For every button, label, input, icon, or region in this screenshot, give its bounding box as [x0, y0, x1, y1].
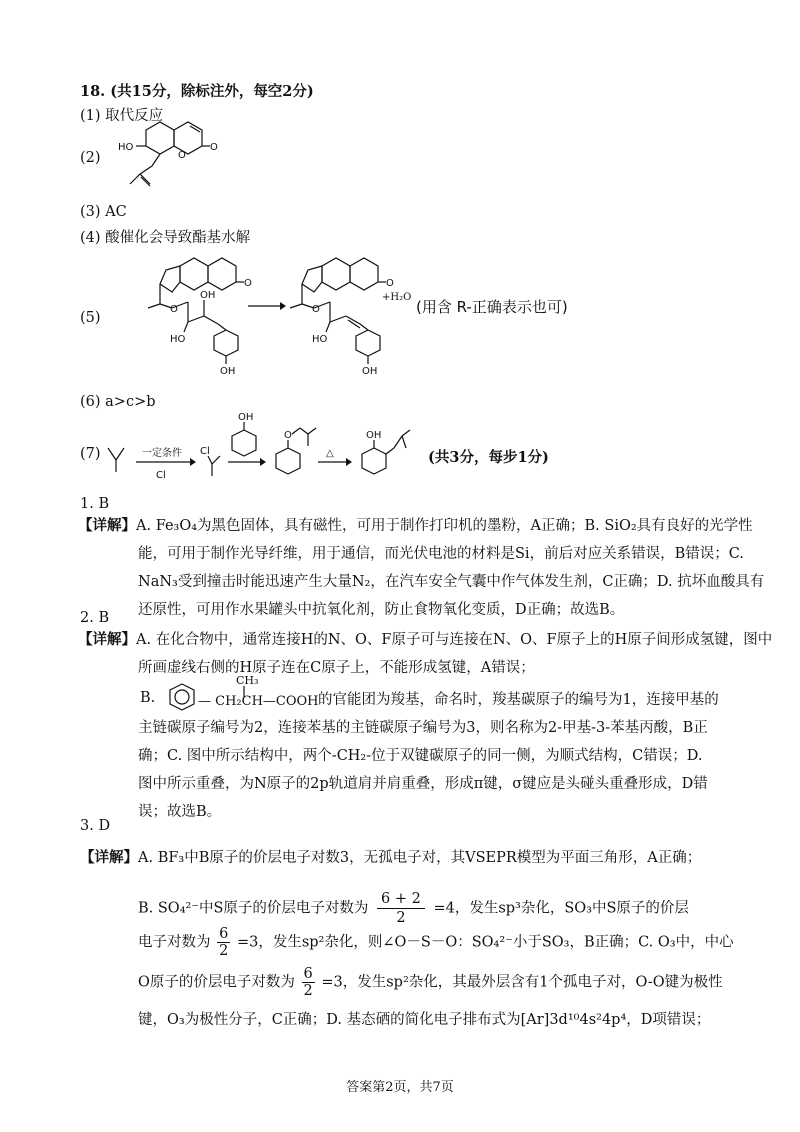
q2-detail-a: [78, 626, 778, 682]
q1-detail: [78, 512, 778, 624]
q18-answer-7-label: (7): [80, 446, 101, 462]
q3-line-b2: [138, 926, 734, 959]
q1-detail-text: A. Fe₃O₄为黑色固体，具有磁性，可用于制作打印机的墨粉，A正确；B. SiO₂具有良好的光学性能，可用于制作光导纤维，用于通信，而光伏电池的材料是Si，前后对应关系错误，B错误；C. NaN₃受到撞击时能迅速产生大量N₂，在汽车安全气囊中作气体发生剂，C正确；D. 抗坏血酸具有还原性，可用作水果罐头中抗氧化剂，防止食物氧化变质，D正确；故选B。: [136, 518, 765, 618]
condition-top: 一定条件: [142, 448, 182, 459]
detail-tag: 【详解】: [78, 517, 136, 534]
label-ho: HO: [170, 334, 186, 345]
label-o: O: [386, 278, 394, 289]
q3-line-a-text: A. BF₃中B原子的价层电子对数3，无孤电子对，其VSEPR模型为平面三角形，A正确；: [138, 850, 702, 866]
fraction: [217, 926, 230, 959]
q3-line-c2: 键，O₃为极性分子，C正确；D. 基态硒的简化电子排布式为[Ar]3d¹⁰4s²4p⁴，D项错误；: [138, 1012, 711, 1028]
text: 电子对数为: [138, 934, 211, 951]
label-ho: HO: [312, 334, 328, 345]
frac-num: 6 + 2: [377, 890, 425, 909]
label-cl: Cl: [200, 446, 210, 457]
label-o-ring: O: [178, 150, 186, 161]
label-ho: HO: [118, 142, 134, 153]
q2-detail-b1: 的官能团为羧基，命名时，羧基碳原子的编号为1，连接甲基的: [318, 692, 719, 708]
q18-answer-1: (1) 取代反应: [80, 108, 164, 124]
q18-answer-7-note: (共3分，每步1分): [428, 449, 549, 466]
condition-bottom: Cl: [156, 470, 166, 481]
frac-den: 2: [303, 983, 313, 999]
q3-line-a: [80, 846, 701, 867]
q18-answer-4: (4) 酸催化会导致酯基水解: [80, 230, 251, 246]
q2-detail-a-text: A. 在化合物中，通常连接H的N、O、F原子可与连接在N、O、F原子上的H原子间形成氢键，图中所画虚线右侧的H原子连在C原子上，不能形成氢键，A错误；: [136, 632, 773, 676]
water-label: +H₂O: [382, 292, 412, 303]
page-footer: 答案第2页，共7页: [346, 1080, 454, 1095]
structure-5-product: [282, 246, 402, 386]
q2-b-prefix: B.: [140, 690, 156, 706]
q2-detail-b2: 主链碳原子编号为2，连接苯基的主链碳原子编号为3，则名称为2-甲基-3-苯基丙酸，B正确；C. 图中所示结构中，两个-CH₂-位于双键碳原子的同一侧，为顺式结构，C错误；D. 图中所示重叠，为N原子的2p轨道肩并肩重叠，形成π键，σ键应是头碰头重叠形成，D错误；故选B。: [138, 720, 708, 820]
label-oh: OH: [362, 366, 378, 377]
label-oh: OH: [200, 290, 216, 301]
label-o: O: [244, 278, 252, 289]
label-oh: OH: [366, 430, 382, 441]
q3-line-c1: [138, 966, 723, 999]
detail-tag: 【详解】: [80, 849, 138, 866]
fraction-b: [377, 890, 425, 927]
fraction: [302, 966, 315, 999]
label-o: O: [312, 304, 320, 315]
q18-answer-2-label: (2): [80, 150, 101, 166]
text: =3，发生sp²杂化，其最外层含有1个孤电子对，O-O键为极性: [321, 974, 723, 991]
q18-header: 18. (共15分，除标注外，每空2分): [80, 83, 314, 100]
q18-answer-5-label: (5): [80, 310, 101, 326]
formula-main-text: CH₂CH—COOH: [215, 694, 319, 709]
text: =4，发生sp³杂化，SO₃中S原子的价层: [433, 900, 689, 917]
text: =3，发生sp²杂化，则∠O－S－O：SO₄²⁻小于SO₃，B正确；C. O₃中，中心: [236, 934, 734, 951]
q2-answer: 2. B: [80, 610, 110, 626]
q1-answer: 1. B: [80, 496, 110, 512]
frac-den: 2: [396, 910, 406, 926]
frac-num: 6: [303, 966, 313, 982]
label-o-carbonyl: O: [210, 142, 218, 153]
synthesis-route-7: [104, 410, 424, 488]
label-delta: △: [326, 448, 334, 459]
structure-5-reactant: [140, 246, 260, 386]
q3-answer: 3. D: [80, 818, 111, 834]
q18-answer-5-note: (用含 R-正确表示也可): [416, 298, 568, 316]
structure-2-prenyl-coumarin: [110, 118, 220, 198]
label-o: O: [284, 430, 292, 441]
text: O原子的价层电子对数为: [138, 974, 295, 991]
formula-main: — CH₂CH—COOH: [198, 694, 319, 709]
frac-den: 2: [219, 943, 229, 959]
q18-answer-3: (3) AC: [80, 204, 127, 220]
frac-num: 6: [219, 926, 229, 942]
label-o: O: [170, 304, 178, 315]
q18-answer-6: (6) a>c>b: [80, 394, 156, 410]
label-oh: OH: [220, 366, 236, 377]
q3-line-b1: [138, 890, 689, 927]
reaction-arrow-5: [246, 300, 286, 312]
label-oh: OH: [238, 412, 254, 423]
text: B. SO₄²⁻中S原子的价层电子对数为: [138, 900, 369, 917]
formula-ch3: CH₃: [236, 674, 259, 687]
detail-tag: 【详解】: [78, 631, 136, 648]
